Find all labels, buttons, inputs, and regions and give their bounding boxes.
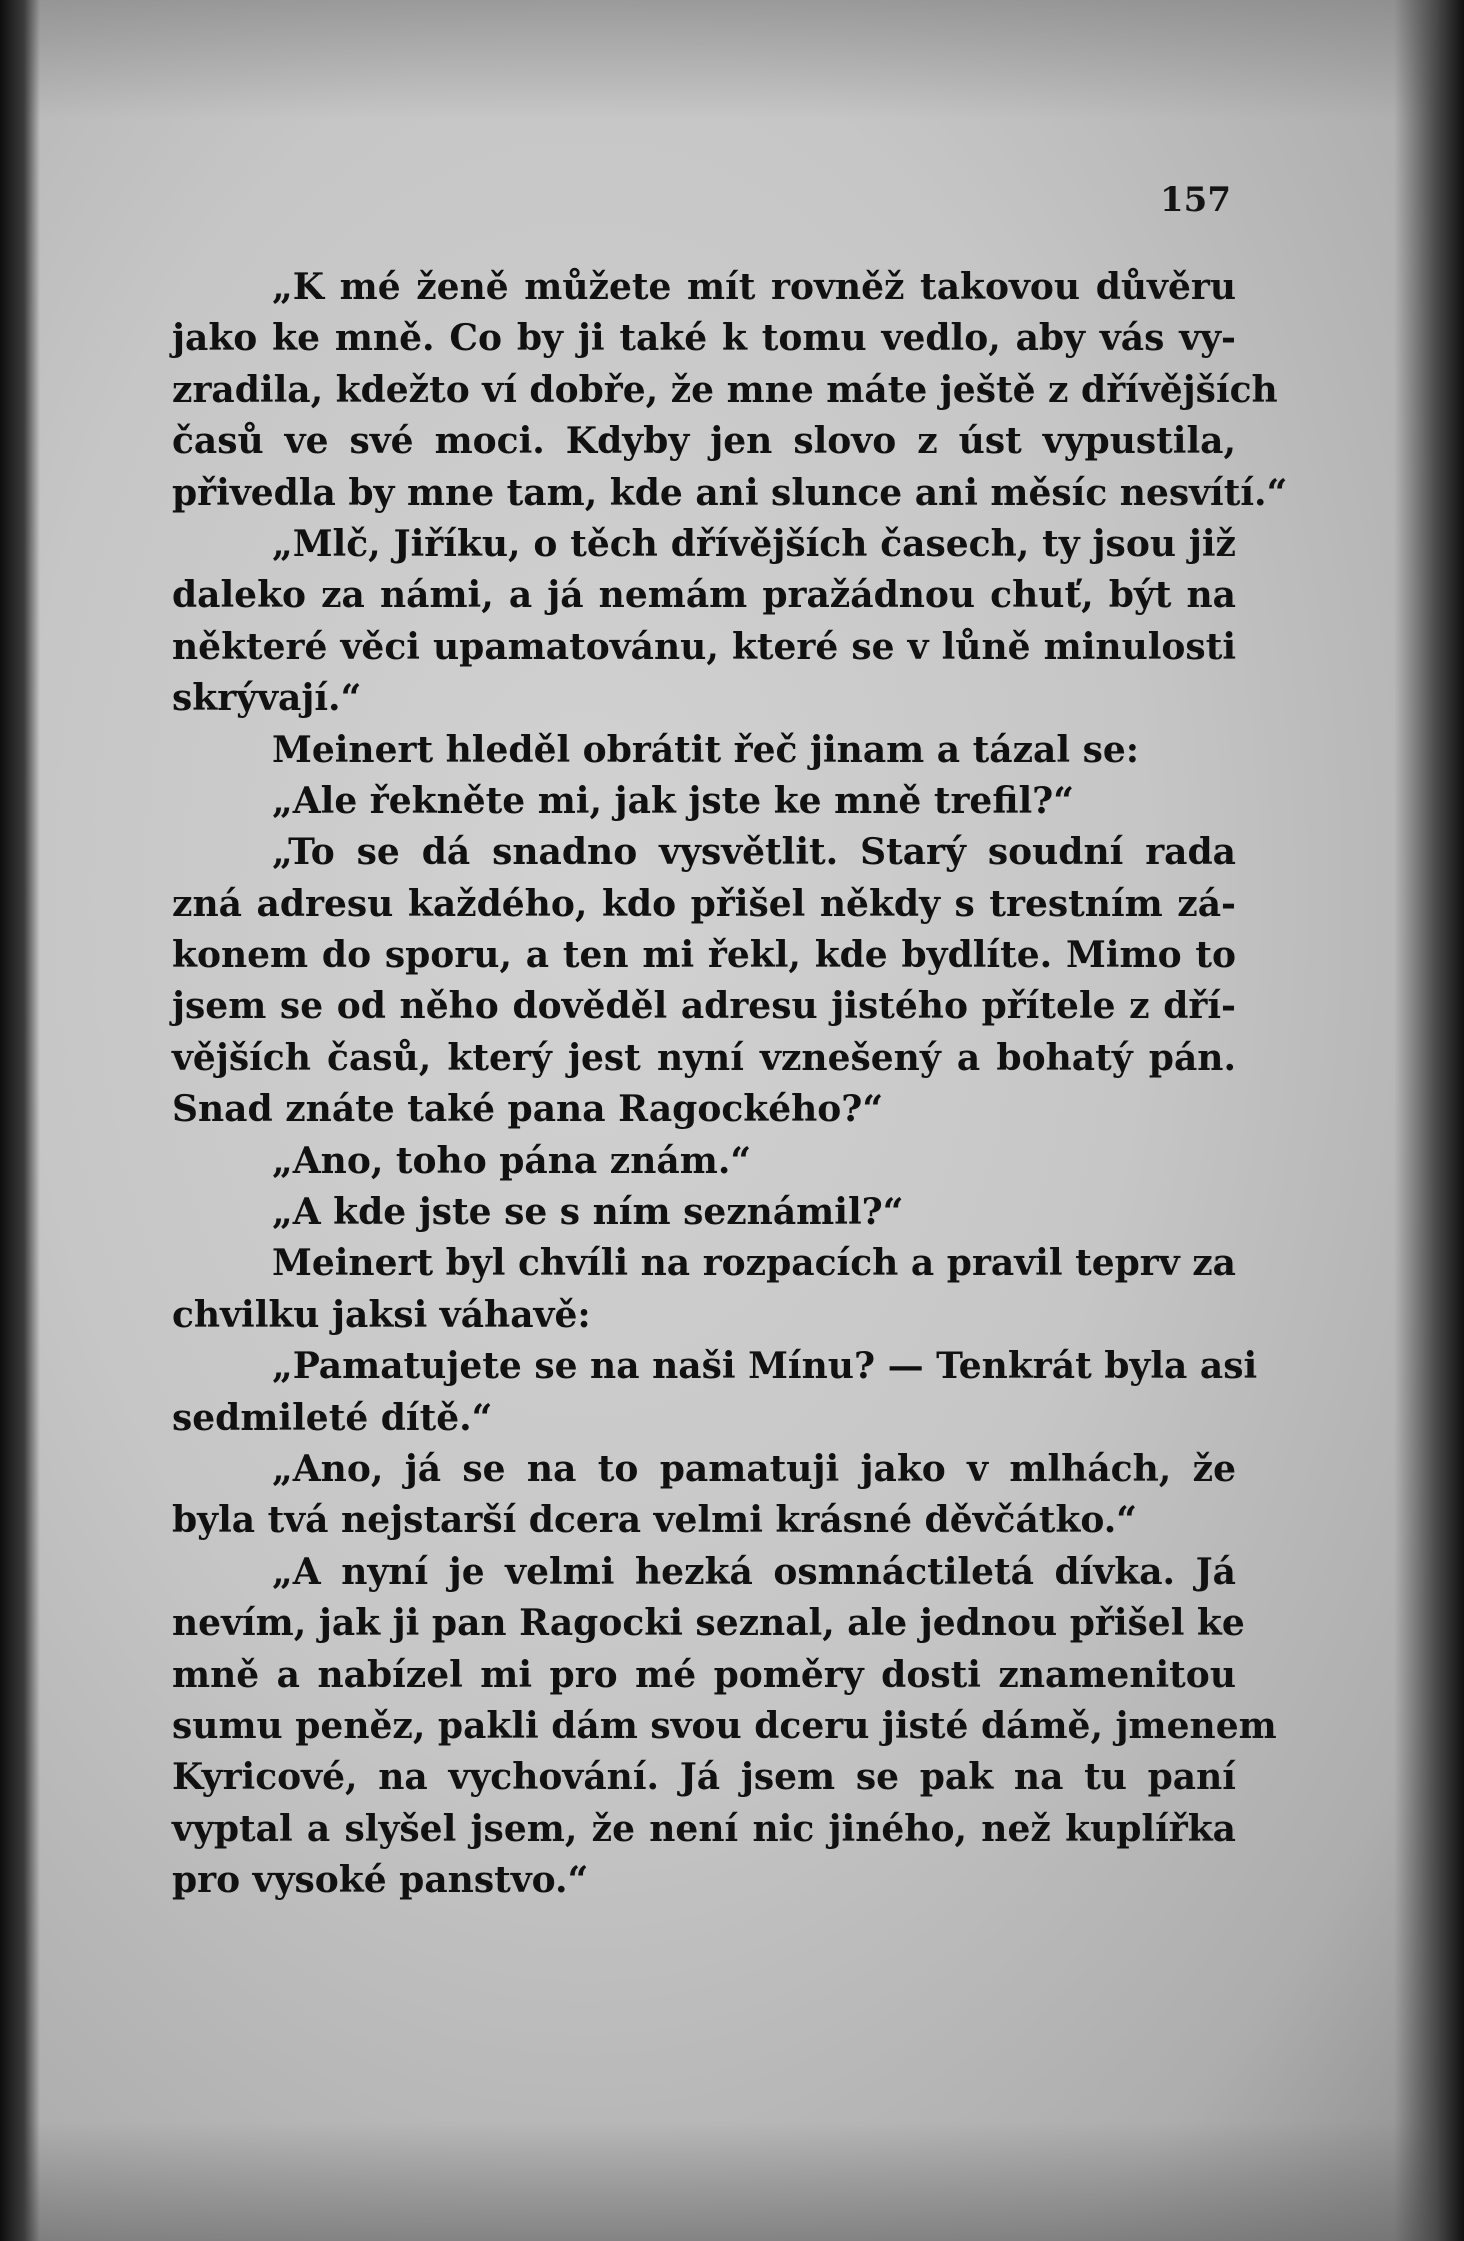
text-line: „Ano, já se na to pamatuji jako v mlhách, že bbox=[272, 1447, 1236, 1490]
text-line: mně a nabízel mi pro mé poměry dosti znamenitou bbox=[172, 1653, 1236, 1696]
text-line: vyptal a slyšel jsem, že není nic jiného, než kuplířka bbox=[172, 1807, 1236, 1850]
text-line: konem do sporu, a ten mi řekl, kde bydlíte. Mimo to bbox=[172, 934, 1236, 977]
text-line: chvilku jaksi váhavě: bbox=[172, 1293, 591, 1336]
text-line: časů ve své moci. Kdyby jen slovo z úst vypustila, bbox=[172, 420, 1236, 463]
text-line: Kyricové, na vychování. Já jsem se pak na tu paní bbox=[172, 1756, 1236, 1799]
text-line: daleko za námi, a já nemám pražádnou chuť, být na bbox=[172, 574, 1236, 617]
text-line: „A nyní je velmi hezká osmnáctiletá dívka. Já bbox=[272, 1550, 1236, 1593]
text-line: pro vysoké panstvo.“ bbox=[172, 1859, 589, 1902]
page-binding-edge bbox=[0, 0, 40, 2241]
page-shadow-bottom bbox=[0, 2121, 1464, 2241]
text-line: „To se dá snadno vysvětlit. Starý soudní rada bbox=[272, 831, 1236, 874]
text-line: „K mé ženě můžete mít rovněž takovou důvěru bbox=[272, 266, 1236, 308]
text-line: „A kde jste se s ním seznámil?“ bbox=[272, 1191, 904, 1234]
text-line: zradila, kdežto ví dobře, že mne máte ještě z dřívějších bbox=[172, 368, 1278, 411]
text-line: sumu peněz, pakli dám svou dceru jisté dámě, jmenem bbox=[172, 1704, 1277, 1747]
text-line: Meinert hleděl obrátit řeč jinam a tázal se: bbox=[272, 728, 1140, 771]
text-line: Snad znáte také pana Ragockého?“ bbox=[172, 1088, 884, 1131]
text-line: vějších časů, který jest nyní vznešený a bohatý pán. bbox=[172, 1036, 1236, 1079]
text-line: „Ano, toho pána znám.“ bbox=[272, 1139, 752, 1182]
text-line: přivedla by mne tam, kde ani slunce ani měsíc nesvítí.“ bbox=[172, 471, 1288, 514]
page-shadow-top bbox=[0, 0, 1464, 120]
text-line: jako ke mně. Co by ji také k tomu vedlo, aby vás vy- bbox=[172, 317, 1236, 360]
text-line: skrývají.“ bbox=[172, 677, 362, 720]
text-line: jsem se od něho dověděl adresu jistého přítele z dří- bbox=[172, 985, 1236, 1028]
page-number: 157 bbox=[1160, 180, 1231, 220]
text-line: „Ale řekněte mi, jak jste ke mně trefil?“ bbox=[272, 779, 1074, 822]
text-line: „Pamatujete se na naši Mínu? — Tenkrát byla asi bbox=[272, 1345, 1258, 1388]
text-line: některé věci upamatovánu, které se v lůně minulosti bbox=[172, 625, 1236, 668]
text-line: sedmileté dítě.“ bbox=[172, 1396, 493, 1439]
text-line: Meinert byl chvíli na rozpacích a pravil teprv za bbox=[272, 1242, 1236, 1285]
text-line: nevím, jak ji pan Ragocki seznal, ale jednou přišel ke bbox=[172, 1602, 1245, 1645]
body-text bbox=[172, 262, 1288, 1907]
text-line: „Mlč, Jiříku, o těch dřívějších časech, ty jsou již bbox=[272, 522, 1236, 565]
text-line: byla tvá nejstarší dcera velmi krásné děvčátko.“ bbox=[172, 1499, 1137, 1542]
text-line: zná adresu každého, kdo přišel někdy s trestním zá- bbox=[172, 882, 1236, 925]
page-outer-edge bbox=[1394, 0, 1464, 2241]
